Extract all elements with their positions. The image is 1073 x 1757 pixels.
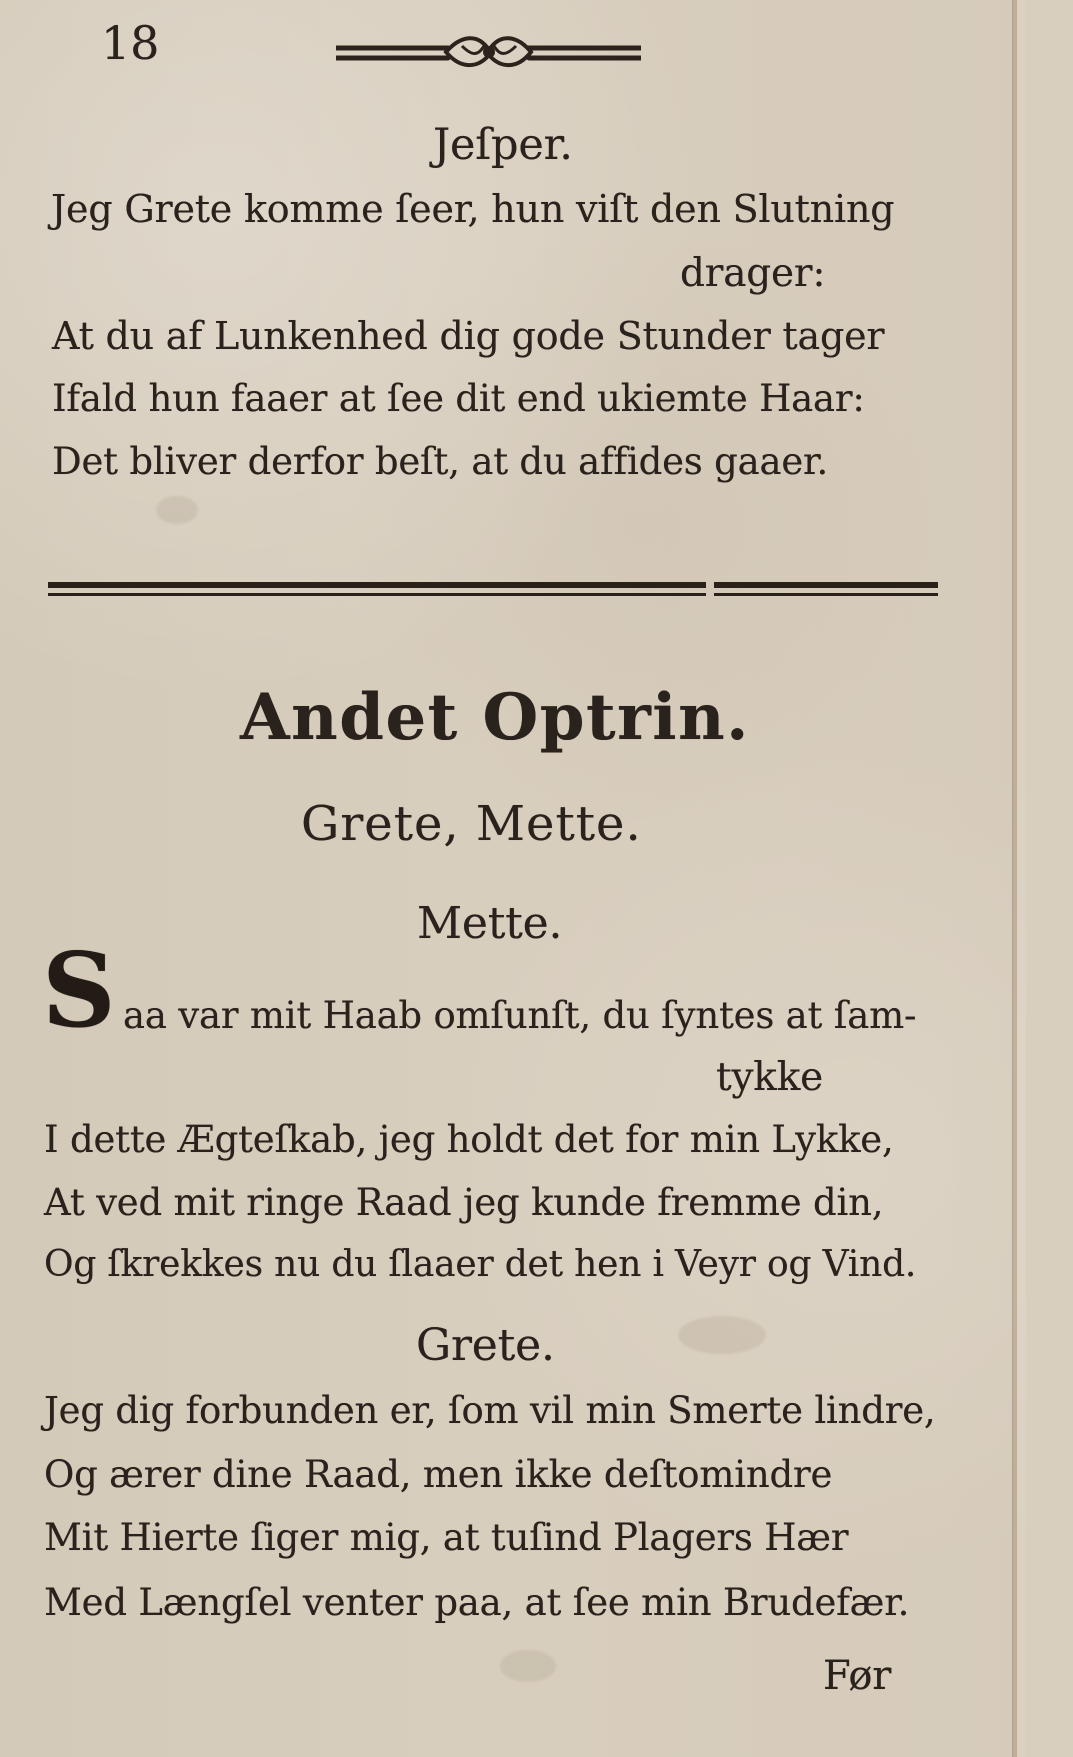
decorative-ornament-icon xyxy=(336,28,641,76)
verse-line: Jeg dig forbunden er, ſom vil min Smerte lindre, xyxy=(44,1389,936,1432)
page-number: 18 xyxy=(101,16,160,70)
paper-stain xyxy=(156,496,198,524)
verse-line: Mit Hierte ſiger mig, at tuſind Plagers Hær xyxy=(44,1516,849,1559)
verse-line: Og ærer dine Raad, men ikke deſtomindre xyxy=(44,1453,833,1496)
paper-stain xyxy=(500,1650,556,1682)
speaker-grete: Grete. xyxy=(416,1320,555,1371)
speaker-mette: Mette. xyxy=(417,898,563,949)
paper-stain xyxy=(678,1316,766,1354)
drop-cap: S xyxy=(42,931,116,1051)
scene-title: Andet Optrin. xyxy=(240,680,750,755)
verse-line: Det bliver derfor beſt, at du affides gaaer. xyxy=(52,440,829,483)
verse-line: Og ſkrekkes nu du ſlaaer det hen i Veyr og Vind. xyxy=(44,1244,917,1285)
catchword: Før xyxy=(823,1653,892,1699)
speaker-jesper: Jeſper. xyxy=(433,120,573,170)
verse-line: At ved mit ringe Raad jeg kunde fremme din, xyxy=(44,1181,884,1224)
verse-line: Ifald hun faaer at ſee dit end ukiemte Haar: xyxy=(52,377,865,420)
verse-line: I dette Ægteſkab, jeg holdt det for min Lykke, xyxy=(44,1118,894,1161)
page-gutter xyxy=(1012,0,1073,1757)
verse-line: Jeg Grete komme ſeer, hun viſt den Slutning xyxy=(51,187,895,231)
verse-line: Med Længſel venter paa, at ſee min Brudefær. xyxy=(44,1581,910,1624)
character-list: Grete, Mette. xyxy=(301,796,642,852)
verse-continuation: drager: xyxy=(680,251,826,296)
verse-line: aa var mit Haab omſunſt, du ſyntes at ſam- xyxy=(123,994,917,1037)
double-rule-divider xyxy=(48,578,938,608)
verse-line: At du af Lunkenhed dig gode Stunder tager xyxy=(52,314,885,358)
verse-continuation: tykke xyxy=(716,1055,824,1100)
